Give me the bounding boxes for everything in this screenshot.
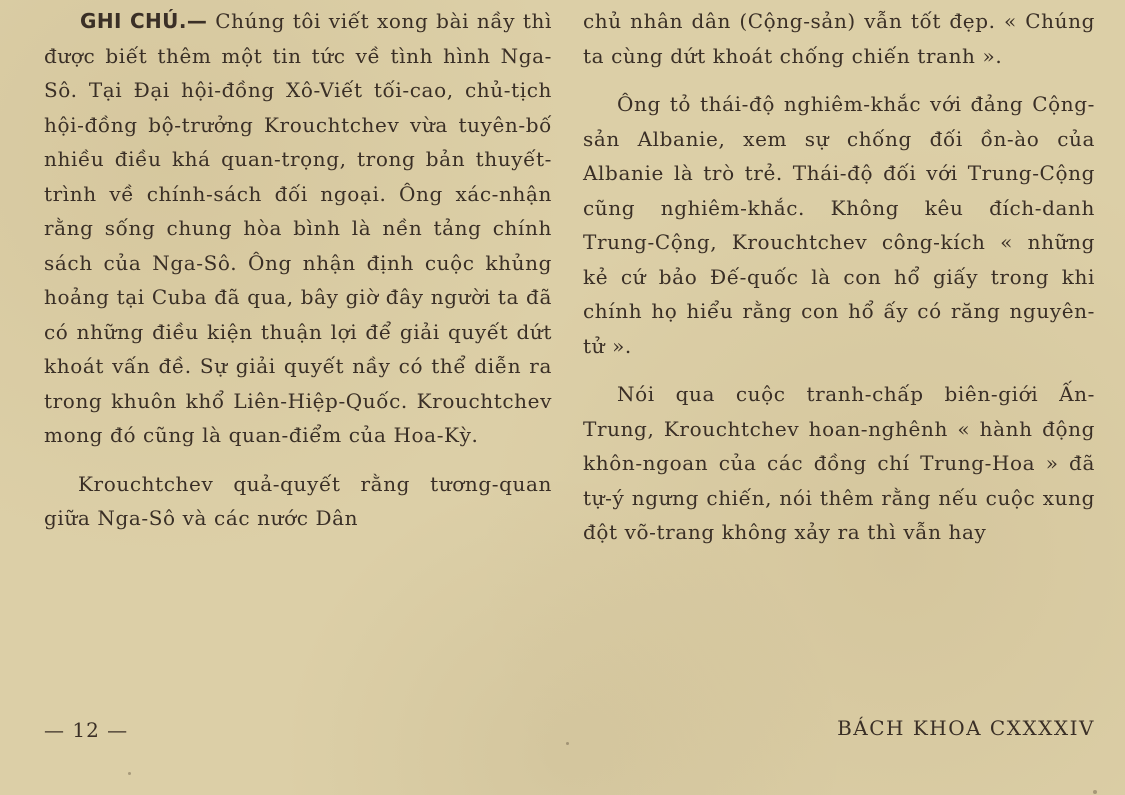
right-paragraph-1: chủ nhân dân (Cộng-sản) vẫn tốt đẹp. « Chúng ta cùng dứt khoát chống chiến tranh ». <box>583 9 1095 68</box>
left-column <box>44 4 552 536</box>
note-label: GHI CHÚ.— <box>80 9 208 33</box>
paper-speck <box>1093 790 1097 794</box>
right-paragraph-3: Nói qua cuộc tranh-chấp biên-giới Ấn-Trung, Krouchtchev hoan-nghênh « hành động khôn-ngoan của các đồng chí Trung-Hoa » đã tự-ý ngưng chiến, nói thêm rằng nếu cuộc xung đột võ-trang không xảy ra thì vẫn hay <box>583 382 1095 544</box>
page-number: — 12 — <box>44 718 129 742</box>
left-paragraph-2: Krouchtchev quả-quyết rằng tương-quan giữa Nga-Sô và các nước Dân <box>44 471 552 530</box>
right-column <box>583 4 1095 550</box>
note-paragraph <box>44 4 552 453</box>
paper-speck <box>566 742 569 745</box>
publication-title: BÁCH KHOA CXXXXIV <box>837 716 1095 740</box>
note-text: Chúng tôi viết xong bài nầy thì được biết thêm một tin tức về tình hình Nga-Sô. Tại Đại hội-đồng Xô-Viết tối-cao, chủ-tịch hội-đồng bộ-trưởng Krouchtchev vừa tuyên-bố nhiều điều khá quan-trọng, trong bản thuyết-trình về chính-sách đối ngoại. Ông xác-nhận rằng sống chung hòa bình là nền tảng chính sách của Nga-Sô. Ông nhận định cuộc khủng hoảng tại Cuba đã qua, bây giờ đây người ta đã có những điều kiện thuận lợi để giải quyết dứt khoát vấn đề. Sự giải quyết nầy có thể diễn ra trong khuôn khổ Liên-Hiệp-Quốc. Krouchtchev mong đó cũng là quan-điểm của Hoa-Kỳ. <box>44 9 552 447</box>
right-paragraph-2: Ông tỏ thái-độ nghiêm-khắc với đảng Cộng-sản Albanie, xem sự chống đối ồn-ào của Albanie là trò trẻ. Thái-độ đối với Trung-Cộng cũng nghiêm-khắc. Không kêu đích-danh Trung-Cộng, Krouchtchev công-kích « những kẻ cứ bảo Đế-quốc là con hổ giấy trong khi chính họ hiểu rằng con hổ ấy có răng nguyên-tử ». <box>583 92 1095 358</box>
paper-speck <box>128 772 131 775</box>
